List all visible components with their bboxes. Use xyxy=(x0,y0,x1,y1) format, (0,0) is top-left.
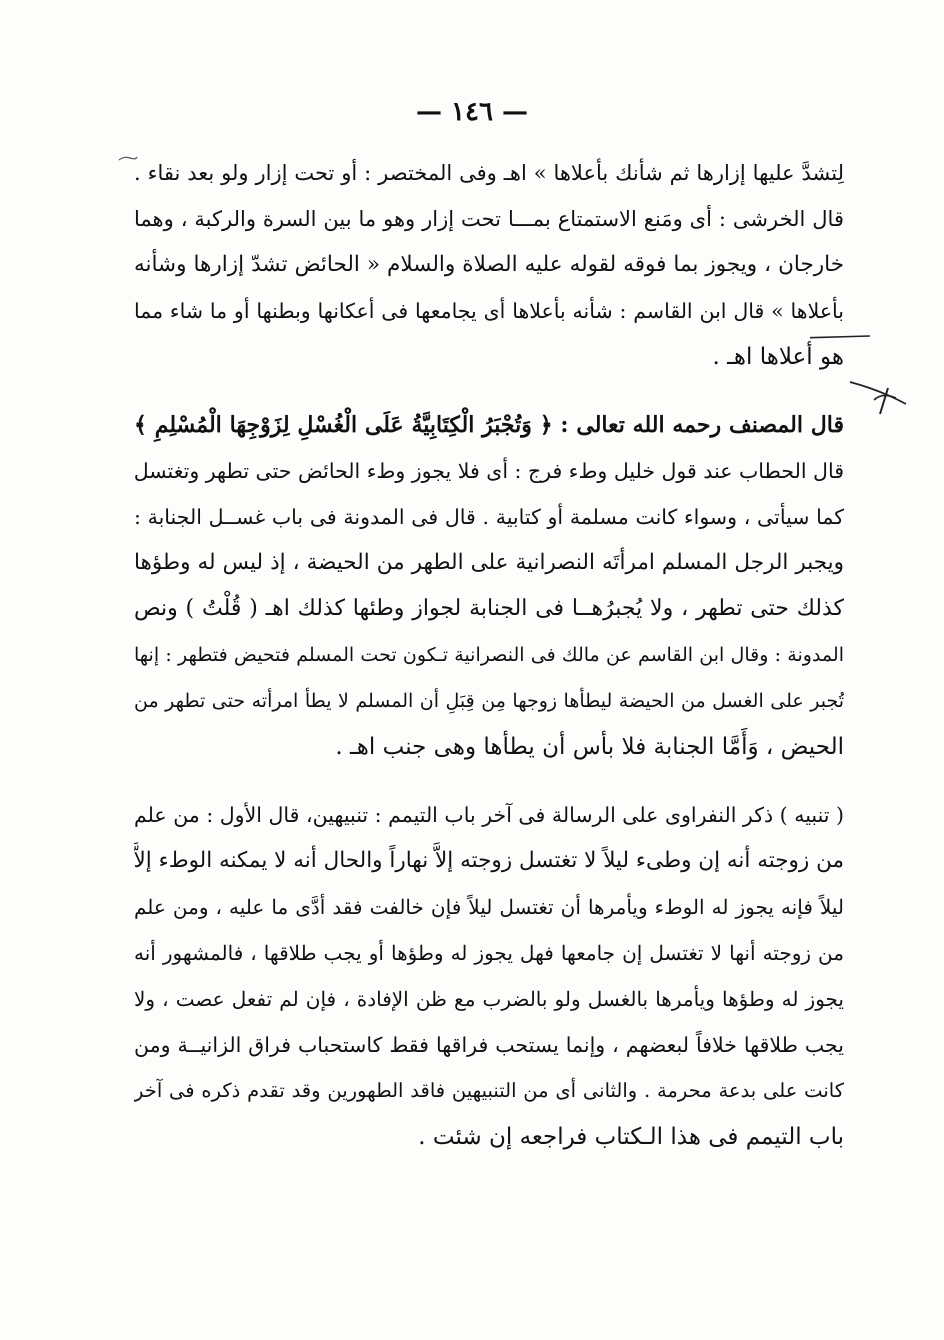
text-line: كما سيأتى ، وسواء كانت مسلمة أو كتابية . قال فى المدونة فى باب غســل الجنابة : xyxy=(134,505,844,529)
text-line: المدونة : وقال ابن القاسم عن مالك فى النصرانية تـكون تحت المسلم فتحيض فتطهر : إنها xyxy=(134,644,844,666)
text-line: قال المصنف رحمه الله تعالى : ﴿ وَتُجْبَرُ الْكِتَابِيَّةُ عَلَى الْغُسْلِ لِزَوْجِهَا الْمُسْلِمِ ﴾ xyxy=(134,412,844,438)
page-number: — ١٤٦ — xyxy=(415,97,529,127)
paragraph-3 xyxy=(134,792,844,1160)
text-line: ليلاً فإنه يجوز له الوطء ويأمرها أن تغتسل ليلاً فإن خالفت فقد أدَّى ما عليه ، ومن علم xyxy=(134,895,844,919)
text-line: الحيض ، وَأَمَّا الجنابة فلا بأس أن يطأها وهى جنب اهـ . xyxy=(335,734,844,760)
paragraph-2 xyxy=(134,402,844,770)
text-line: كذلك حتى تطهر ، ولا يُجبرُهــا فى الجنابة لجواز وطئها كذلك اهـ ( قُلْتُ ) ونص xyxy=(134,596,844,621)
text-line: قال الخرشى : أى ومَنع الاستمتاع بمـــا تحت إزار وهو ما بين السرة والركبة ، وهما xyxy=(134,207,844,231)
text-line: كانت على بدعة محرمة . والثانى أى من التنبيهين فاقد الطهورين وقد تقدم ذكره فى آخر xyxy=(134,1079,844,1102)
text-line: بأعلاها » قال ابن القاسم : شأنه بأعلاها أى يجامعها فى أعكانها وبطنها أو ما شاء مما xyxy=(134,299,844,323)
text-line: ويجبر الرجل المسلم امرأتَه النصرانية على الطهر من الحيضة ، إذ ليس له وطؤها xyxy=(134,550,844,575)
main-text xyxy=(134,150,844,1160)
text-line: هو أعلاها اهـ . xyxy=(712,344,844,370)
text-line: قال الحطاب عند قول خليل وطء فرج : أى فلا يجوز وطء الحائض حتى تطهر وتغتسل xyxy=(134,459,844,483)
text-line: من زوجته أنها لا تغتسل إن جامعها فهل يجوز له وطؤها أو يجب طلاقها ، فالمشهور أنه xyxy=(134,941,844,965)
text-line: ( تنبيه ) ذكر النفراوى على الرسالة فى آخر باب التيمم : تنبيهين، قال الأول : من علم xyxy=(134,803,844,827)
text-line: يجب طلاقها خلافاً لبعضهم ، وإنما يستحب فراقها فقط كاستحباب فراق الزانيــة ومن xyxy=(134,1033,844,1057)
text-line: باب التيمم فى هذا الـكتاب فراجعه إن شئت . xyxy=(418,1124,844,1150)
text-line: لِتشدَّ عليها إزارها ثم شأنك بأعلاها » اهـ وفى المختصر : أو تحت إزار ولو بعد نقاء . xyxy=(134,161,844,185)
text-line: خارجان ، ويجوز بما فوقه لقوله عليه الصلاة والسلام « الحائض تشدّ إزارها وشأنه xyxy=(134,252,844,277)
text-line: تُجبر على الغسل من الحيضة ليطأها زوجها مِن قِبَلِ أن المسلم لا يطأ امرأته حتى تطهر من xyxy=(134,690,844,712)
text-line: يجوز له وطؤها ويأمرها بالغسل ولو بالضرب مع ظن الإفادة ، فإن لم تفعل عصت ، ولا xyxy=(134,987,844,1011)
paragraph-1 xyxy=(134,150,844,380)
text-line: من زوجته أنه إن وطىء ليلاً لا تغتسل زوجته إلاَّ نهاراً والحال أنه لا يمكنه الوطء إلاَّ xyxy=(134,848,844,873)
